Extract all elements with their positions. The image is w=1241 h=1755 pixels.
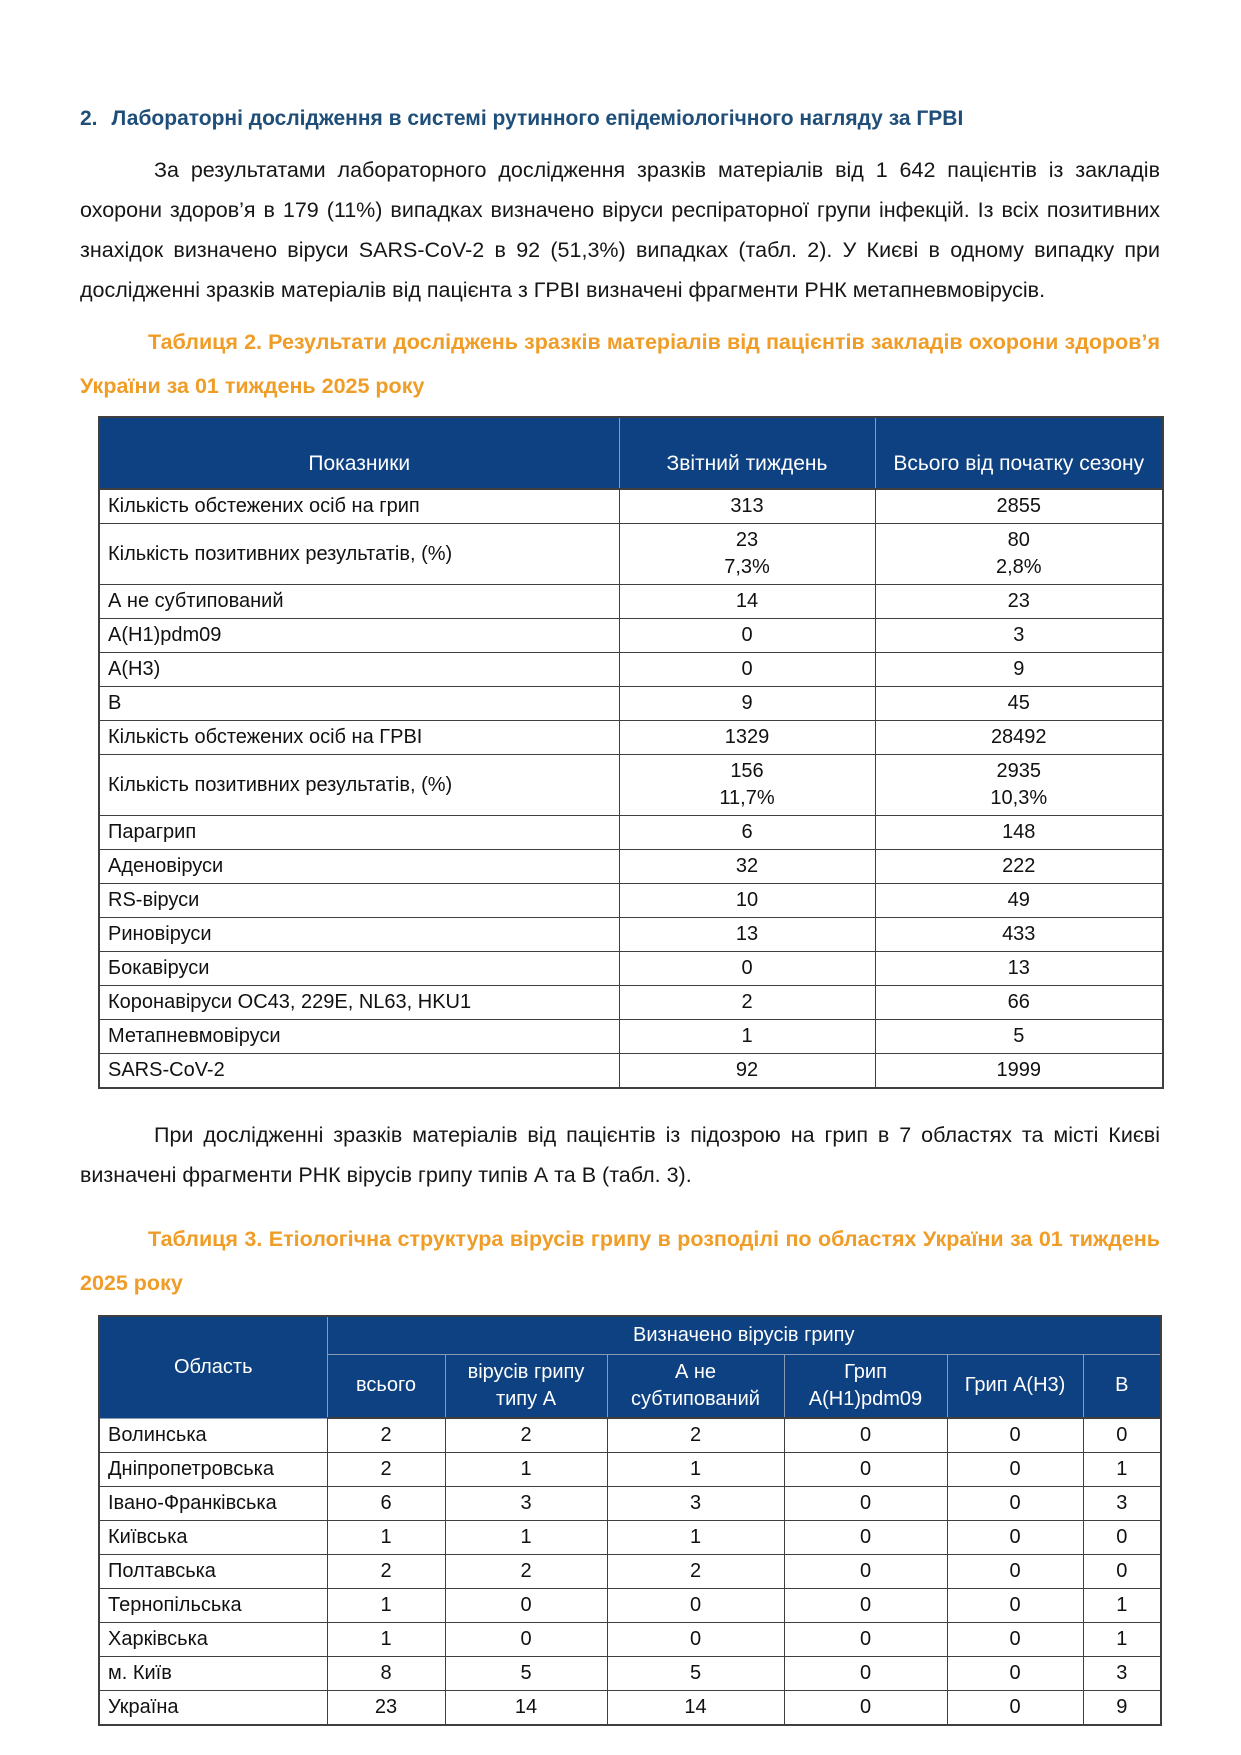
table3-row [99, 1521, 1161, 1555]
virus-count-cell: 0 [607, 1623, 784, 1657]
virus-count-cell: 6 [327, 1487, 445, 1521]
virus-count-cell: 0 [1083, 1418, 1161, 1453]
indicator-label-cell: Кількість позитивних результатів, (%) [99, 524, 619, 585]
virus-count-cell: 0 [445, 1623, 607, 1657]
indicator-label-cell: A(H1)pdm09 [99, 619, 619, 653]
table2-title: Таблиця 2. Результати досліджень зразків матеріалів від пацієнтів закладів охорони здоров’я України за 01 тиждень 2025 року [80, 330, 1160, 398]
table2-header-report-week: Звітний тиждень [619, 417, 875, 489]
table2-row [99, 619, 1163, 653]
indicator-label-cell: Метапневмовіруси [99, 1020, 619, 1054]
region-name-cell: Київська [99, 1521, 327, 1555]
indicator-label-cell: Аденовіруси [99, 850, 619, 884]
virus-count-cell: 2 [327, 1555, 445, 1589]
table3-row [99, 1657, 1161, 1691]
season-total-value-cell: 9 [875, 653, 1163, 687]
table2-row [99, 986, 1163, 1020]
indicator-label-cell: В [99, 687, 619, 721]
indicator-label-cell: Кількість обстежених осіб на ГРВІ [99, 721, 619, 755]
indicator-label-cell: Бокавіруси [99, 952, 619, 986]
table3-flu-etiology [98, 1315, 1162, 1726]
virus-count-cell: 0 [784, 1657, 947, 1691]
section-number: 2. [80, 107, 98, 130]
virus-count-cell: 14 [445, 1691, 607, 1726]
virus-count-cell: 3 [1083, 1657, 1161, 1691]
virus-count-cell: 0 [947, 1521, 1083, 1555]
virus-count-cell: 1 [445, 1453, 607, 1487]
section-title: Лабораторні дослідження в системі рутинного епідеміологічного нагляду за ГРВІ [111, 107, 964, 130]
season-total-value-cell: 49 [875, 884, 1163, 918]
indicator-label-cell: SARS-CoV-2 [99, 1054, 619, 1089]
report-week-value-cell: 156 11,7% [619, 755, 875, 816]
report-week-value-cell: 92 [619, 1054, 875, 1089]
indicator-label-cell: Риновіруси [99, 918, 619, 952]
season-total-value-cell: 148 [875, 816, 1163, 850]
virus-count-cell: 0 [784, 1623, 947, 1657]
region-name-cell: Волинська [99, 1418, 327, 1453]
season-total-value-cell: 5 [875, 1020, 1163, 1054]
table2-row [99, 687, 1163, 721]
virus-count-cell: 1 [327, 1589, 445, 1623]
table2-header-indicators: Показники [99, 417, 619, 489]
season-total-value-cell: 13 [875, 952, 1163, 986]
region-name-cell: Харківська [99, 1623, 327, 1657]
table3-header-type-a: вірусів грипу типу А [445, 1354, 607, 1418]
virus-count-cell: 0 [947, 1453, 1083, 1487]
indicator-label-cell: А не субтипований [99, 585, 619, 619]
season-total-value-cell: 222 [875, 850, 1163, 884]
virus-count-cell: 0 [784, 1691, 947, 1726]
virus-count-cell: 0 [1083, 1555, 1161, 1589]
table2-row [99, 489, 1163, 524]
virus-count-cell: 0 [947, 1555, 1083, 1589]
indicator-label-cell: Кількість позитивних результатів, (%) [99, 755, 619, 816]
table2-row [99, 884, 1163, 918]
table3-header-total: всього [327, 1354, 445, 1418]
virus-count-cell: 0 [947, 1487, 1083, 1521]
table3-header-a-h1pdm09: Грип A(H1)pdm09 [784, 1354, 947, 1418]
table2-row [99, 524, 1163, 585]
report-week-value-cell: 0 [619, 619, 875, 653]
virus-count-cell: 1 [607, 1521, 784, 1555]
virus-count-cell: 3 [445, 1487, 607, 1521]
virus-count-cell: 2 [327, 1418, 445, 1453]
season-total-value-cell: 28492 [875, 721, 1163, 755]
report-week-value-cell: 6 [619, 816, 875, 850]
table3-row [99, 1589, 1161, 1623]
table3-row [99, 1418, 1161, 1453]
virus-count-cell: 14 [607, 1691, 784, 1726]
table3-header-region: Область [99, 1316, 327, 1418]
virus-count-cell: 0 [784, 1589, 947, 1623]
table3-group-header-row [99, 1316, 1161, 1354]
paragraph-flu-regions: При дослідженні зразків матеріалів від пацієнтів із підозрою на грип в 7 областях та місті Києві визначені фрагменти РНК вірусів грипу типів А та В (табл. 3). [80, 1123, 1160, 1187]
virus-count-cell: 9 [1083, 1691, 1161, 1726]
virus-count-cell: 0 [445, 1589, 607, 1623]
virus-count-cell: 8 [327, 1657, 445, 1691]
virus-count-cell: 3 [1083, 1487, 1161, 1521]
virus-count-cell: 3 [607, 1487, 784, 1521]
table2-row [99, 918, 1163, 952]
table2-row [99, 1054, 1163, 1089]
season-total-value-cell: 80 2,8% [875, 524, 1163, 585]
virus-count-cell: 2 [327, 1453, 445, 1487]
virus-count-cell: 0 [947, 1657, 1083, 1691]
table3-row [99, 1453, 1161, 1487]
region-name-cell: Тернопільська [99, 1589, 327, 1623]
table3-header-b: В [1083, 1354, 1161, 1418]
season-total-value-cell: 2935 10,3% [875, 755, 1163, 816]
region-name-cell: Івано-Франківська [99, 1487, 327, 1521]
report-week-value-cell: 1329 [619, 721, 875, 755]
virus-count-cell: 1 [327, 1521, 445, 1555]
season-total-value-cell: 2855 [875, 489, 1163, 524]
report-week-value-cell: 2 [619, 986, 875, 1020]
table2-row [99, 755, 1163, 816]
region-name-cell: м. Київ [99, 1657, 327, 1691]
report-week-value-cell: 0 [619, 653, 875, 687]
report-week-value-cell: 32 [619, 850, 875, 884]
virus-count-cell: 2 [607, 1418, 784, 1453]
table2-row [99, 1020, 1163, 1054]
indicator-label-cell: Коронавіруси OC43, 229E, NL63, HKU1 [99, 986, 619, 1020]
virus-count-cell: 0 [607, 1589, 784, 1623]
season-total-value-cell: 45 [875, 687, 1163, 721]
region-name-cell: Полтавська [99, 1555, 327, 1589]
section-heading [80, 104, 1160, 134]
virus-count-cell: 1 [1083, 1453, 1161, 1487]
table3-header-flu-detected: Визначено вірусів грипу [327, 1316, 1161, 1354]
virus-count-cell: 0 [947, 1623, 1083, 1657]
report-week-value-cell: 13 [619, 918, 875, 952]
virus-count-cell: 0 [784, 1453, 947, 1487]
indicator-label-cell: RS-віруси [99, 884, 619, 918]
table3-row [99, 1691, 1161, 1726]
virus-count-cell: 5 [607, 1657, 784, 1691]
virus-count-cell: 0 [947, 1589, 1083, 1623]
virus-count-cell: 0 [1083, 1521, 1161, 1555]
virus-count-cell: 1 [1083, 1623, 1161, 1657]
table2-row [99, 850, 1163, 884]
report-week-value-cell: 14 [619, 585, 875, 619]
report-week-value-cell: 23 7,3% [619, 524, 875, 585]
virus-count-cell: 23 [327, 1691, 445, 1726]
virus-count-cell: 0 [947, 1691, 1083, 1726]
table2-row [99, 952, 1163, 986]
table3-title: Таблиця 3. Етіологічна структура вірусів грипу в розподілі по областях України за 01 тиждень 2025 року [80, 1227, 1160, 1295]
table3-header-a-h3: Грип A(H3) [947, 1354, 1083, 1418]
virus-count-cell: 1 [607, 1453, 784, 1487]
table2-row [99, 585, 1163, 619]
virus-count-cell: 5 [445, 1657, 607, 1691]
virus-count-cell: 0 [784, 1521, 947, 1555]
table2-lab-results [98, 416, 1164, 1089]
virus-count-cell: 2 [445, 1555, 607, 1589]
table2-row [99, 816, 1163, 850]
report-week-value-cell: 9 [619, 687, 875, 721]
table2-row [99, 653, 1163, 687]
table3-row [99, 1487, 1161, 1521]
virus-count-cell: 1 [445, 1521, 607, 1555]
season-total-value-cell: 66 [875, 986, 1163, 1020]
virus-count-cell: 2 [445, 1418, 607, 1453]
report-week-value-cell: 313 [619, 489, 875, 524]
virus-count-cell: 1 [327, 1623, 445, 1657]
indicator-label-cell: A(H3) [99, 653, 619, 687]
virus-count-cell: 0 [947, 1418, 1083, 1453]
indicator-label-cell: Кількість обстежених осіб на грип [99, 489, 619, 524]
report-week-value-cell: 10 [619, 884, 875, 918]
region-name-cell: Україна [99, 1691, 327, 1726]
region-name-cell: Дніпропетровська [99, 1453, 327, 1487]
virus-count-cell: 2 [607, 1555, 784, 1589]
report-week-value-cell: 0 [619, 952, 875, 986]
paragraph-lab-results: За результатами лабораторного дослідження зразків матеріалів від 1 642 пацієнтів із закладів охорони здоров’я в 179 (11%) випадках визначено віруси респіраторної групи інфекцій. Із всіх позитивних знахідок визначено віруси SARS-CoV-2 в 92 (51,3%) випадках (табл. 2). У Києві в одному випадку при дослідженні зразків матеріалів від пацієнта з ГРВІ визначені фрагменти РНК метапневмовірусів. [80, 158, 1160, 302]
table3-header-a-unsubtyped: А не субтипований [607, 1354, 784, 1418]
table3-row [99, 1623, 1161, 1657]
table2-row [99, 721, 1163, 755]
virus-count-cell: 0 [784, 1418, 947, 1453]
table3-row [99, 1555, 1161, 1589]
report-week-value-cell: 1 [619, 1020, 875, 1054]
table2-header-season-total: Всього від початку сезону [875, 417, 1163, 489]
season-total-value-cell: 23 [875, 585, 1163, 619]
indicator-label-cell: Парагрип [99, 816, 619, 850]
virus-count-cell: 0 [784, 1555, 947, 1589]
season-total-value-cell: 433 [875, 918, 1163, 952]
table2-header-row [99, 417, 1163, 489]
virus-count-cell: 0 [784, 1487, 947, 1521]
season-total-value-cell: 3 [875, 619, 1163, 653]
virus-count-cell: 1 [1083, 1589, 1161, 1623]
season-total-value-cell: 1999 [875, 1054, 1163, 1089]
